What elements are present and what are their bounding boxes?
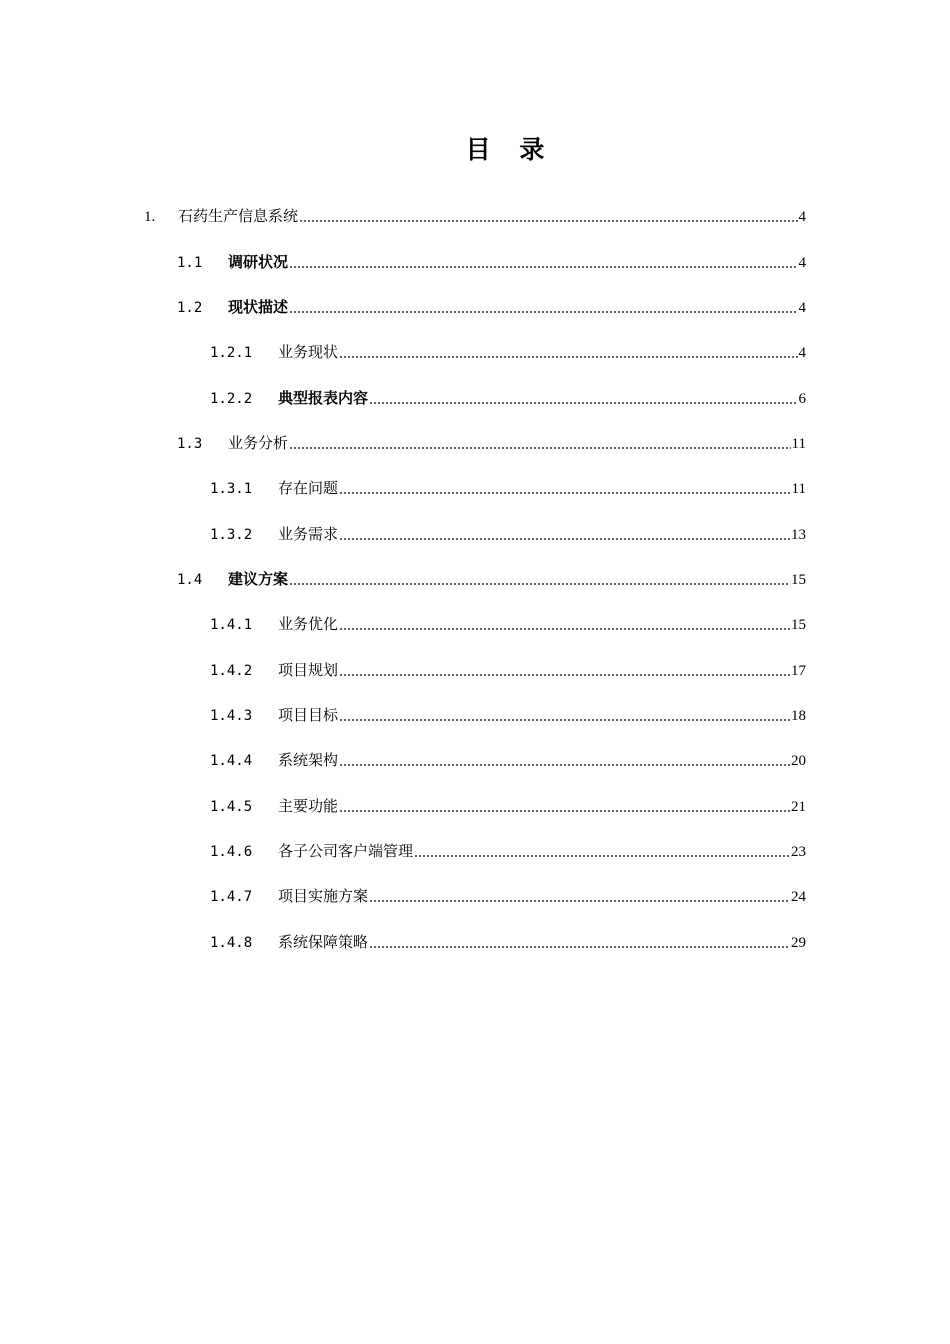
dot-leader bbox=[339, 525, 790, 543]
toc-entry-number: 1. bbox=[144, 209, 156, 225]
toc-entry-label: 典型报表内容 bbox=[278, 389, 369, 407]
toc-entry-label: 项目规划 bbox=[278, 661, 339, 679]
toc-entry[interactable] bbox=[210, 608, 806, 640]
toc-entry-label: 业务现状 bbox=[278, 343, 339, 361]
toc-entry-page: 13 bbox=[791, 527, 806, 543]
toc-entry-number: 1.4.7 bbox=[210, 889, 253, 905]
toc-entry-number: 1.4.4 bbox=[210, 753, 253, 769]
toc-entry-number: 1.1 bbox=[177, 255, 203, 271]
toc-entry[interactable] bbox=[210, 880, 806, 912]
toc-entry-number: 1.3.2 bbox=[210, 527, 253, 543]
toc-entry-page: 15 bbox=[791, 572, 806, 588]
toc-entry[interactable] bbox=[210, 790, 806, 822]
dot-leader bbox=[339, 706, 790, 724]
toc-entry-label: 业务分析 bbox=[228, 434, 289, 452]
toc-entry-number: 1.4.5 bbox=[210, 799, 253, 815]
page-title: 目 录 bbox=[465, 135, 555, 164]
dot-leader bbox=[339, 797, 790, 815]
toc-entry-number: 1.4 bbox=[177, 572, 203, 588]
toc-entry-label: 存在问题 bbox=[278, 479, 339, 497]
toc-entry-number: 1.4.2 bbox=[210, 663, 253, 679]
toc-entry-number: 1.4.3 bbox=[210, 708, 253, 724]
toc-entry[interactable] bbox=[210, 336, 806, 368]
toc-entry[interactable] bbox=[210, 699, 806, 731]
toc-entry-number: 1.2.1 bbox=[210, 345, 253, 361]
toc-entry[interactable] bbox=[177, 563, 806, 595]
dot-leader bbox=[339, 343, 797, 361]
toc-entry[interactable] bbox=[210, 518, 806, 550]
toc-entry-page: 6 bbox=[798, 391, 806, 407]
toc-entry-number: 1.2 bbox=[177, 300, 203, 316]
toc-entry-label: 系统架构 bbox=[278, 751, 339, 769]
toc-entry-page: 4 bbox=[798, 300, 806, 316]
toc-entry-number: 1.4.6 bbox=[210, 844, 253, 860]
dot-leader bbox=[414, 842, 790, 860]
dot-leader bbox=[289, 570, 790, 588]
dot-leader bbox=[339, 751, 790, 769]
dot-leader bbox=[289, 434, 791, 452]
toc-entry-page: 15 bbox=[791, 617, 806, 633]
toc-entry[interactable] bbox=[210, 744, 806, 776]
toc-entry-page: 23 bbox=[791, 844, 806, 860]
toc-entry-page: 29 bbox=[791, 935, 806, 951]
toc-entry[interactable] bbox=[210, 382, 806, 414]
toc-entry-label: 系统保障策略 bbox=[278, 933, 369, 951]
toc-entry-page: 18 bbox=[791, 708, 806, 724]
toc-entry-label: 项目实施方案 bbox=[278, 887, 369, 905]
toc-entry-label: 现状描述 bbox=[228, 298, 289, 316]
toc-entry[interactable] bbox=[177, 427, 806, 459]
dot-leader bbox=[369, 887, 790, 905]
dot-leader bbox=[339, 615, 790, 633]
toc-entry-label: 项目目标 bbox=[278, 706, 339, 724]
dot-leader bbox=[339, 479, 791, 497]
toc-entry-number: 1.2.2 bbox=[210, 391, 253, 407]
toc-entry-label: 建议方案 bbox=[228, 570, 289, 588]
toc-entry[interactable] bbox=[177, 246, 806, 278]
toc-entry[interactable] bbox=[144, 200, 806, 232]
toc-entry-number: 1.4.8 bbox=[210, 935, 253, 951]
toc-entry-page: 4 bbox=[798, 255, 806, 271]
dot-leader bbox=[369, 933, 790, 951]
toc-entry-label: 石药生产信息系统 bbox=[178, 207, 299, 225]
toc-entry-label: 主要功能 bbox=[278, 797, 339, 815]
toc-entry[interactable] bbox=[210, 835, 806, 867]
toc-entry-page: 24 bbox=[791, 889, 806, 905]
toc-entry[interactable] bbox=[210, 472, 806, 504]
toc-entry-page: 17 bbox=[791, 663, 806, 679]
toc-entry-number: 1.4.1 bbox=[210, 617, 253, 633]
toc-entry-number: 1.3.1 bbox=[210, 481, 253, 497]
toc-entry-page: 21 bbox=[791, 799, 806, 815]
dot-leader bbox=[289, 253, 797, 271]
dot-leader bbox=[299, 207, 797, 225]
toc-entry-page: 4 bbox=[798, 345, 806, 361]
toc-entry-page: 20 bbox=[791, 753, 806, 769]
dot-leader bbox=[369, 389, 797, 407]
toc-entry[interactable] bbox=[177, 291, 806, 323]
toc-entry-label: 调研状况 bbox=[228, 253, 289, 271]
dot-leader bbox=[289, 298, 797, 316]
toc-entry-label: 业务需求 bbox=[278, 525, 339, 543]
toc-entry[interactable] bbox=[210, 926, 806, 958]
toc-entry-page: 11 bbox=[791, 436, 806, 452]
toc-entry[interactable] bbox=[210, 654, 806, 686]
toc-entry-page: 11 bbox=[791, 481, 806, 497]
toc-entry-page: 4 bbox=[798, 209, 806, 225]
dot-leader bbox=[339, 661, 790, 679]
toc-entry-label: 各子公司客户端管理 bbox=[278, 842, 414, 860]
toc-entry-number: 1.3 bbox=[177, 436, 203, 452]
toc-entry-label: 业务优化 bbox=[278, 615, 339, 633]
